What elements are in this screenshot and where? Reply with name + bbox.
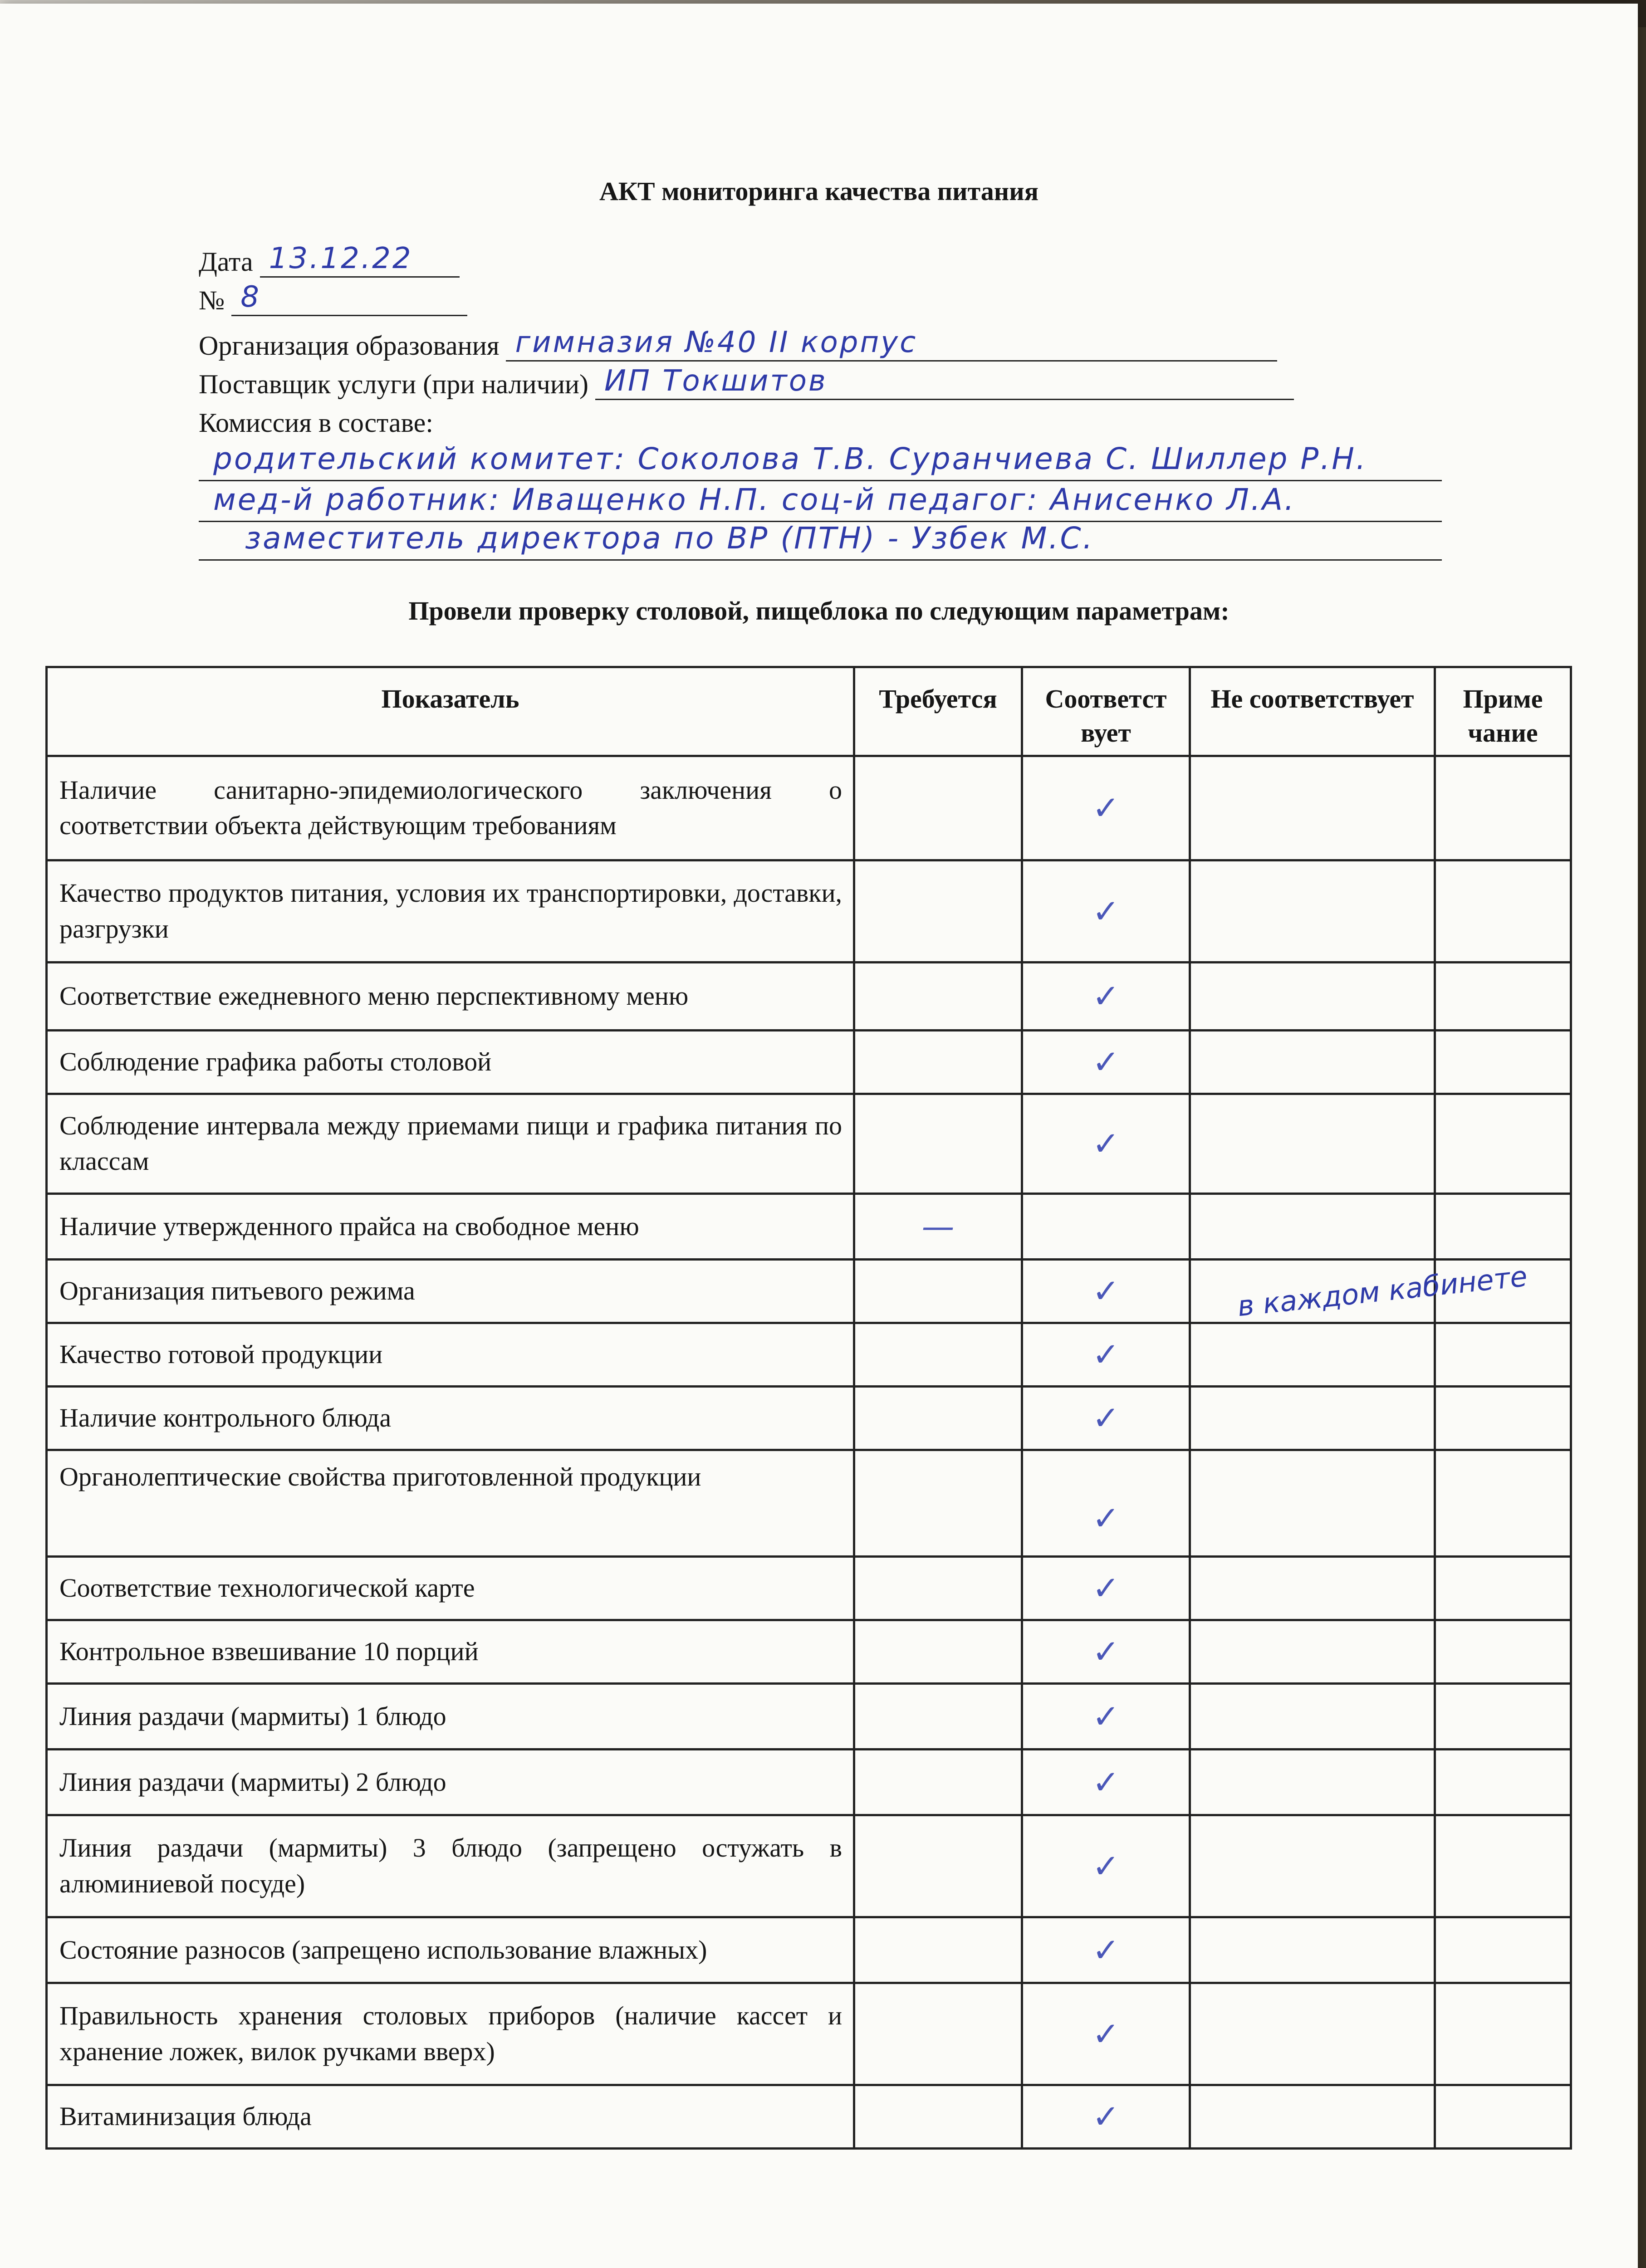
row-complies: ✓	[1022, 1683, 1190, 1749]
row-not-complies	[1190, 1094, 1435, 1193]
table-row	[47, 1386, 1571, 1450]
supplier-line	[199, 364, 1294, 400]
row-label: Наличие контрольного блюда	[47, 1386, 854, 1450]
row-complies: ✓	[1022, 1259, 1190, 1323]
row-label: Наличие утвержденного прайса на свободное меню	[47, 1193, 854, 1259]
row-label: Соблюдение интервала между приемами пищи и графика питания по классам	[47, 1094, 854, 1193]
supplier-label: Поставщик услуги (при наличии)	[199, 369, 589, 399]
table-row	[47, 962, 1571, 1030]
row-required	[854, 1749, 1022, 1815]
row-note	[1435, 1556, 1571, 1620]
row-required	[854, 1620, 1022, 1683]
row-not-complies	[1190, 1749, 1435, 1815]
supplier-value: ИП Токшитов	[604, 364, 828, 398]
row-not-complies	[1190, 1386, 1435, 1450]
row-required	[854, 2085, 1022, 2148]
commission-line-3: заместитель директора по ВР (ПТН) - Узбек М.С.	[245, 521, 1094, 556]
organization-field	[506, 326, 1277, 362]
table-row	[47, 1556, 1571, 1620]
row-note	[1435, 2085, 1571, 2148]
row-not-complies	[1190, 1983, 1435, 2085]
row-not-complies	[1190, 1259, 1529, 1323]
date-field	[260, 242, 460, 278]
commission-label: Комиссия в составе:	[199, 408, 433, 438]
row-note	[1435, 1917, 1571, 1983]
table-row	[47, 1094, 1571, 1193]
row-complies: ✓	[1022, 756, 1190, 860]
date-line	[199, 242, 460, 278]
row-note	[1435, 1094, 1571, 1193]
row-not-complies	[1190, 1450, 1435, 1556]
row-not-complies	[1190, 1030, 1435, 1094]
organization-value: гимназия №40 II корпус	[515, 326, 918, 359]
row-complies: ✓	[1022, 1323, 1190, 1386]
table-row	[47, 1193, 1571, 1259]
row-note	[1435, 1683, 1571, 1749]
date-value: 13.12.22	[269, 242, 413, 275]
row-required	[854, 1983, 1022, 2085]
row-required: —	[854, 1193, 1022, 1259]
row-complies: ✓	[1022, 1917, 1190, 1983]
row-complies	[1022, 1193, 1190, 1259]
row-complies: ✓	[1022, 1450, 1190, 1556]
handwritten-note: в каждом кабинете	[1235, 1259, 1529, 1323]
row-label: Линия раздачи (мармиты) 2 блюдо	[47, 1749, 854, 1815]
table-row	[47, 1983, 1571, 2085]
row-label: Соответствие технологической карте	[47, 1556, 854, 1620]
row-required	[854, 1917, 1022, 1983]
table-row	[47, 1917, 1571, 1983]
table-row	[47, 1749, 1571, 1815]
header-complies: Соответст вует	[1022, 667, 1190, 756]
row-note	[1435, 1323, 1571, 1386]
row-label: Линия раздачи (мармиты) 3 блюдо (запрещено остужать в алюминиевой посуде)	[47, 1815, 854, 1917]
table-row	[47, 1323, 1571, 1386]
row-not-complies	[1190, 2085, 1435, 2148]
row-note	[1435, 1620, 1571, 1683]
table-row	[47, 860, 1571, 962]
commission-line-1: родительский комитет: Соколова Т.В. Суранчиева С. Шиллер Р.Н.	[213, 441, 1367, 476]
number-label: №	[199, 285, 225, 315]
row-required	[854, 1259, 1022, 1323]
table-row	[47, 1620, 1571, 1683]
row-note	[1435, 1450, 1571, 1556]
table-row	[47, 1030, 1571, 1094]
row-required	[854, 1556, 1022, 1620]
row-complies: ✓	[1022, 962, 1190, 1030]
row-required	[854, 1323, 1022, 1386]
table-row	[47, 2085, 1571, 2148]
section-subtitle: Провели проверку столовой, пищеблока по следующим параметрам:	[408, 596, 1230, 626]
document-title: АКТ мониторинга качества питания	[599, 176, 1039, 206]
number-line	[199, 280, 467, 316]
commission-line-2: мед-й работник: Иващенко Н.П. соц-й педагог: Анисенко Л.А.	[213, 482, 1296, 517]
organization-line	[199, 326, 1277, 362]
row-note	[1435, 1983, 1571, 2085]
row-label: Качество продуктов питания, условия их транспортировки, доставки, разгрузки	[47, 860, 854, 962]
row-not-complies	[1190, 1556, 1435, 1620]
row-complies: ✓	[1022, 1749, 1190, 1815]
row-required	[854, 1815, 1022, 1917]
row-label: Качество готовой продукции	[47, 1323, 854, 1386]
number-value: 8	[240, 280, 261, 314]
header-required: Требуется	[854, 667, 1022, 756]
row-not-complies	[1190, 1917, 1435, 1983]
row-label: Организация питьевого режима	[47, 1259, 854, 1323]
row-label: Органолептические свойства приготовленной продукции	[47, 1450, 854, 1556]
organization-label: Организация образования	[199, 331, 500, 361]
header-not-complies: Не соответствует	[1190, 667, 1435, 756]
table-row	[47, 1683, 1571, 1749]
row-label: Контрольное взвешивание 10 порций	[47, 1620, 854, 1683]
row-not-complies	[1190, 756, 1435, 860]
row-complies: ✓	[1022, 1620, 1190, 1683]
monitoring-table	[45, 666, 1572, 2150]
row-not-complies	[1190, 1815, 1435, 1917]
row-complies: ✓	[1022, 1094, 1190, 1193]
row-note	[1435, 1193, 1571, 1259]
row-complies: ✓	[1022, 1386, 1190, 1450]
row-not-complies	[1190, 1193, 1435, 1259]
row-required	[854, 860, 1022, 962]
date-label: Дата	[199, 247, 253, 277]
row-label: Наличие санитарно-эпидемиологического заключения о соответствии объекта действующим требованиям	[47, 756, 854, 860]
table-row	[47, 1259, 1571, 1323]
row-label: Соблюдение графика работы столовой	[47, 1030, 854, 1094]
table-header-row	[47, 667, 1571, 756]
row-required	[854, 1030, 1022, 1094]
row-complies: ✓	[1022, 1983, 1190, 2085]
row-label: Состояние разносов (запрещено использование влажных)	[47, 1917, 854, 1983]
number-field	[231, 280, 467, 316]
table-row	[47, 1815, 1571, 1917]
row-note	[1435, 860, 1571, 962]
table-row	[47, 1450, 1571, 1556]
row-required	[854, 756, 1022, 860]
row-not-complies	[1190, 1683, 1435, 1749]
row-complies: ✓	[1022, 1556, 1190, 1620]
row-required	[854, 1094, 1022, 1193]
row-not-complies	[1190, 1620, 1435, 1683]
supplier-field	[595, 364, 1294, 400]
table-row	[47, 756, 1571, 860]
commission-underline-1	[199, 480, 1442, 481]
row-required	[854, 1683, 1022, 1749]
row-required	[854, 962, 1022, 1030]
row-note	[1435, 1749, 1571, 1815]
header-note: Приме чание	[1435, 667, 1571, 756]
row-note	[1435, 1030, 1571, 1094]
row-label: Соответствие ежедневного меню перспективному меню	[47, 962, 854, 1030]
row-note	[1435, 756, 1571, 860]
row-label: Линия раздачи (мармиты) 1 блюдо	[47, 1683, 854, 1749]
row-label: Витаминизация блюда	[47, 2085, 854, 2148]
row-complies: ✓	[1022, 1815, 1190, 1917]
header-indicator: Показатель	[47, 667, 854, 756]
row-not-complies	[1190, 962, 1435, 1030]
row-required	[854, 1386, 1022, 1450]
commission-underline-3	[199, 559, 1442, 561]
row-complies: ✓	[1022, 2085, 1190, 2148]
row-complies: ✓	[1022, 860, 1190, 962]
row-complies: ✓	[1022, 1030, 1190, 1094]
row-note	[1435, 962, 1571, 1030]
document-sheet	[0, 4, 1638, 2268]
row-required	[854, 1450, 1022, 1556]
row-label: Правильность хранения столовых приборов (наличие кассет и хранение ложек, вилок ручками вверх)	[47, 1983, 854, 2085]
row-note	[1435, 1815, 1571, 1917]
row-not-complies	[1190, 1323, 1435, 1386]
row-note	[1435, 1386, 1571, 1450]
row-not-complies	[1190, 860, 1435, 962]
